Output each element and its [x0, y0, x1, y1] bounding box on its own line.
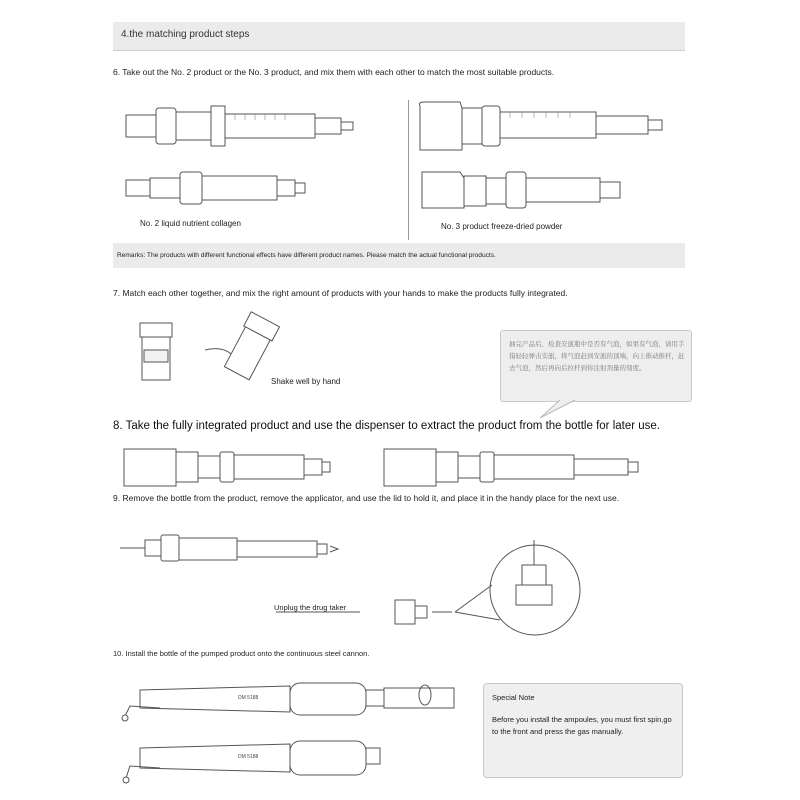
step-10-text: 10. Install the bottle of the pumped product onto the continuous steel cannon.	[113, 649, 370, 658]
step10-pen-top	[122, 683, 454, 721]
step9-assembly	[120, 535, 338, 561]
step-7-text: 7. Match each other together, and mix the right amount of products with your hands to make the products fully integrated.	[113, 288, 568, 298]
caption-unplug: Unplug the drug taker	[274, 603, 347, 612]
step7-vial	[140, 323, 172, 380]
caption-shake: Shake well by hand	[271, 377, 341, 386]
special-note-body: Before you install the ampoules, you must first spin,go to the front and press the gas manually.	[492, 715, 672, 736]
step6-no3-assembly-top	[420, 102, 663, 150]
step6-no2-assembly-top	[126, 106, 353, 146]
step-8-text: 8. Take the fully integrated product and use the dispenser to extract the product from the bottle for later use.	[113, 420, 660, 432]
step9-zoom-circle	[455, 540, 580, 635]
section-title: 4.the matching product steps	[121, 29, 250, 40]
step7-tilted-vial	[223, 312, 280, 381]
step-6-text: 6. Take out the No. 2 product or the No. 3 product, and mix them with each other to match the most suitable products.	[113, 67, 555, 77]
step8-assembly-right	[384, 449, 638, 486]
step9-cap	[395, 600, 452, 624]
special-note-title: Special Note	[492, 693, 535, 702]
caption-no3: No. 3 product freeze-dried powder	[441, 222, 563, 231]
step-9-text: 9. Remove the bottle from the product, remove the applicator, and use the lid to hold it, and place it in the handy place for the next use.	[113, 493, 620, 503]
chinese-callout-text: 抽完产品后，检查安瓿瓶中是否有气泡，如果有气泡，请用手指轻轻弹击安瓿，将气泡赶到安瓿的顶端，向上推动推杆，赶去气泡，然后再向后拉杆到你注射剂量的刻度。	[509, 341, 685, 372]
step6-no3-assembly-bottom	[422, 172, 620, 208]
remarks-text: Remarks: The products with different functional effects have different product names. Please match the actual functional products.	[117, 252, 496, 259]
pen-label-top: DM 5188	[238, 695, 259, 701]
caption-no2: No. 2 liquid nutrient collagen	[140, 219, 241, 228]
pen-label-bottom: DM 5188	[238, 754, 259, 760]
step10-pen-bottom	[123, 741, 380, 783]
step6-no2-assembly-bottom	[126, 172, 305, 204]
step8-assembly-left	[124, 449, 330, 486]
